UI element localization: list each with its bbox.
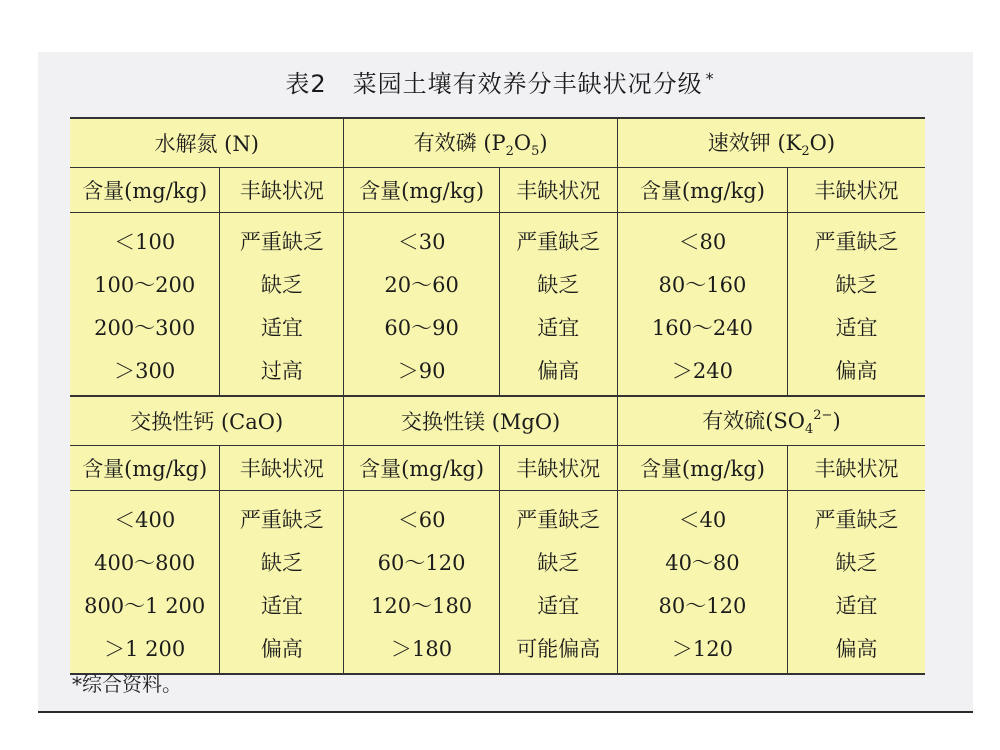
- column-header-status: 丰缺状况: [788, 446, 925, 491]
- status-cell: 适宜: [788, 305, 925, 348]
- table-footnote: *综合资料。: [72, 672, 182, 696]
- content-cell: ＞120: [617, 626, 787, 674]
- content-cell: 20～60: [344, 262, 499, 305]
- content-cell: 60～90: [344, 305, 499, 348]
- column-header-status: 丰缺状况: [499, 446, 617, 491]
- status-cell: 缺乏: [788, 262, 925, 305]
- content-cell: ＜400: [70, 491, 220, 541]
- table-number: 表2: [285, 70, 327, 98]
- status-cell: 严重缺乏: [788, 491, 925, 541]
- status-cell: 严重缺乏: [220, 491, 344, 541]
- nutrient-header-nitrogen: 水解氮 (N): [70, 118, 344, 168]
- status-cell: 适宜: [788, 583, 925, 626]
- status-cell: 缺乏: [220, 540, 344, 583]
- table-row: [70, 583, 925, 626]
- column-header-row: [70, 168, 925, 213]
- nutrient-header-phosphorus: 有效磷 $(P_2O_5)$: [344, 118, 617, 168]
- table-title: 菜园土壤有效养分丰缺状况分级: [352, 70, 703, 98]
- content-cell: ＜60: [344, 491, 499, 541]
- column-header-row: [70, 446, 925, 491]
- status-cell: 偏高: [788, 626, 925, 674]
- content-cell: 400～800: [70, 540, 220, 583]
- column-header-status: 丰缺状况: [220, 446, 344, 491]
- status-cell: 适宜: [499, 583, 617, 626]
- column-header-content: 含量(mg/kg): [344, 446, 499, 491]
- table-row: [70, 305, 925, 348]
- status-cell: 严重缺乏: [220, 213, 344, 263]
- status-cell: 偏高: [220, 626, 344, 674]
- status-cell: 严重缺乏: [788, 213, 925, 263]
- content-cell: 80～120: [617, 583, 787, 626]
- nutrient-grading-table: [70, 117, 925, 675]
- content-cell: ＞300: [70, 348, 220, 396]
- status-cell: 可能偏高: [499, 626, 617, 674]
- status-cell: 严重缺乏: [499, 491, 617, 541]
- status-cell: 缺乏: [499, 262, 617, 305]
- table-row: [70, 213, 925, 263]
- content-cell: 160～240: [617, 305, 787, 348]
- table-row: [70, 348, 925, 396]
- nutrient-header-calcium: 交换性钙 (CaO): [70, 396, 344, 446]
- content-cell: 120～180: [344, 583, 499, 626]
- caption-marker: *: [705, 69, 715, 88]
- nutrient-header-magnesium: 交换性镁 (MgO): [344, 396, 617, 446]
- status-cell: 适宜: [499, 305, 617, 348]
- content-cell: 40～80: [617, 540, 787, 583]
- content-cell: ＜80: [617, 213, 787, 263]
- content-cell: 60～120: [344, 540, 499, 583]
- content-cell: ＜40: [617, 491, 787, 541]
- nutrient-header-sulfur: 有效硫$(SO_4^{2-})$: [617, 396, 925, 446]
- table-caption: [0, 64, 1000, 99]
- content-cell: 800～1 200: [70, 583, 220, 626]
- status-cell: 偏高: [788, 348, 925, 396]
- content-cell: 80～160: [617, 262, 787, 305]
- status-cell: 缺乏: [220, 262, 344, 305]
- table-row: [70, 262, 925, 305]
- table-row: [70, 540, 925, 583]
- column-header-content: 含量(mg/kg): [70, 446, 220, 491]
- bottom-rule: [38, 711, 973, 713]
- status-cell: 偏高: [499, 348, 617, 396]
- content-cell: ＞90: [344, 348, 499, 396]
- content-cell: 200～300: [70, 305, 220, 348]
- content-cell: ＞1 200: [70, 626, 220, 674]
- status-cell: 过高: [220, 348, 344, 396]
- content-cell: 100～200: [70, 262, 220, 305]
- content-cell: ＞240: [617, 348, 787, 396]
- column-header-status: 丰缺状况: [220, 168, 344, 213]
- column-header-content: 含量(mg/kg): [617, 446, 787, 491]
- content-cell: ＞180: [344, 626, 499, 674]
- content-cell: ＜30: [344, 213, 499, 263]
- status-cell: 缺乏: [499, 540, 617, 583]
- column-header-status: 丰缺状况: [499, 168, 617, 213]
- nutrient-group-header-row: [70, 396, 925, 446]
- table-row: [70, 491, 925, 541]
- status-cell: 严重缺乏: [499, 213, 617, 263]
- status-cell: 适宜: [220, 583, 344, 626]
- column-header-content: 含量(mg/kg): [344, 168, 499, 213]
- column-header-content: 含量(mg/kg): [70, 168, 220, 213]
- content-cell: ＜100: [70, 213, 220, 263]
- status-cell: 适宜: [220, 305, 344, 348]
- nutrient-group-header-row: [70, 118, 925, 168]
- status-cell: 缺乏: [788, 540, 925, 583]
- nutrient-header-potassium: 速效钾 $(K_2O)$: [617, 118, 925, 168]
- column-header-content: 含量(mg/kg): [617, 168, 787, 213]
- column-header-status: 丰缺状况: [788, 168, 925, 213]
- table-row: [70, 626, 925, 674]
